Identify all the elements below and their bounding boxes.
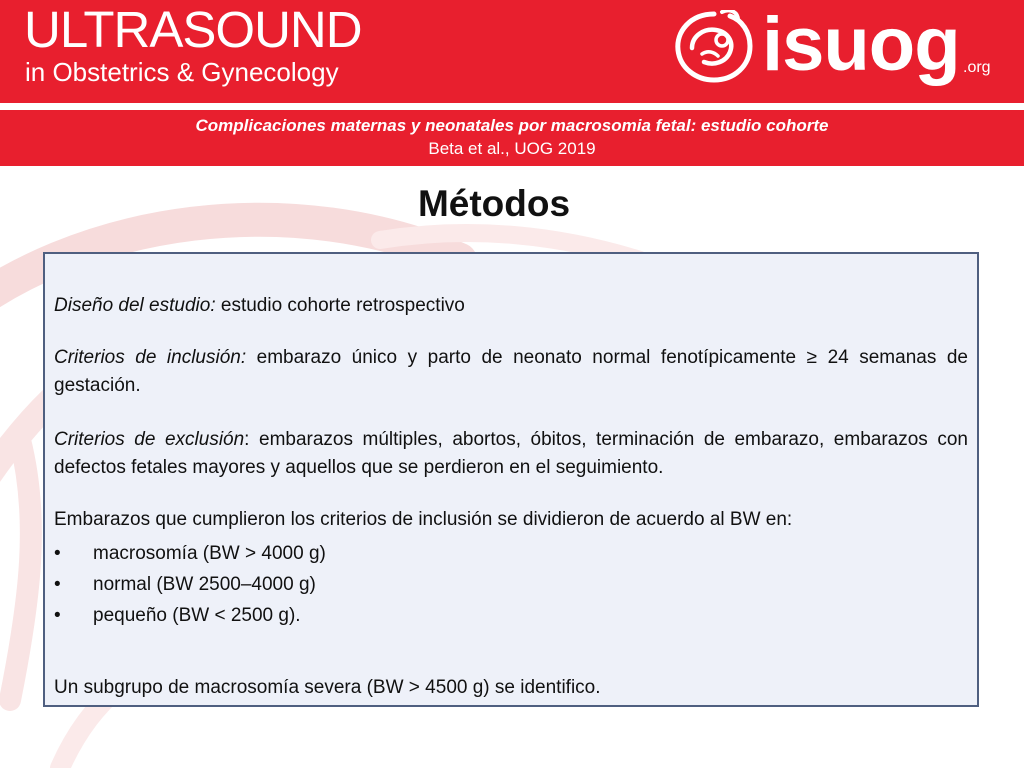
study-design-text: estudio cohorte retrospectivo — [215, 295, 465, 316]
isuog-logo-suffix: .org — [963, 59, 991, 76]
exclusion-criteria-paragraph — [54, 426, 968, 482]
exclusion-criteria-text: : embarazos múltiples, abortos, óbitos, terminación de embarazo, embarazos con defectos fetales mayores y aquellos que se perdieron en el seguimiento. — [54, 429, 968, 478]
isuog-fetus-logo-icon — [672, 10, 756, 84]
group-small: pequeño (BW < 2500 g). — [93, 605, 301, 626]
methods-content-box — [43, 252, 979, 707]
group-normal: normal (BW 2500–4000 g) — [93, 574, 316, 595]
article-title: Complicaciones maternas y neonatales por macrosomia fetal: estudio cohorte — [195, 116, 829, 135]
bullet-icon: • — [54, 605, 61, 626]
journal-header — [0, 0, 1024, 103]
exclusion-criteria-label: Criterios de exclusión — [54, 429, 245, 450]
article-citation: Beta et al., UOG 2019 — [428, 139, 596, 158]
section-title: Métodos — [417, 183, 571, 224]
study-design-paragraph — [54, 292, 968, 320]
journal-name: ULTRASOUND — [24, 1, 362, 58]
study-design-label: Diseño del estudio: — [54, 295, 216, 316]
journal-subtitle: in Obstetrics & Gynecology — [25, 57, 339, 87]
bullet-icon: • — [54, 574, 61, 595]
article-banner — [0, 110, 1024, 166]
inclusion-criteria-label: Criterios de inclusión: — [54, 347, 247, 368]
groups-intro-paragraph: Embarazos que cumplieron los criterios de inclusión se dividieron de acuerdo al BW en: — [54, 509, 793, 530]
bullet-icon: • — [54, 543, 61, 564]
inclusion-criteria-text: embarazo único y parto de neonato normal fenotípicamente ≥ 24 semanas de gestación. — [54, 347, 968, 396]
severe-macrosomia-paragraph: Un subgrupo de macrosomía severa (BW > 4500 g) se identifico. — [54, 677, 601, 698]
header-divider — [0, 103, 1024, 110]
inclusion-criteria-paragraph — [54, 344, 968, 400]
group-macrosomia: macrosomía (BW > 4000 g) — [93, 543, 326, 564]
isuog-logo-text: isuog — [762, 2, 960, 87]
